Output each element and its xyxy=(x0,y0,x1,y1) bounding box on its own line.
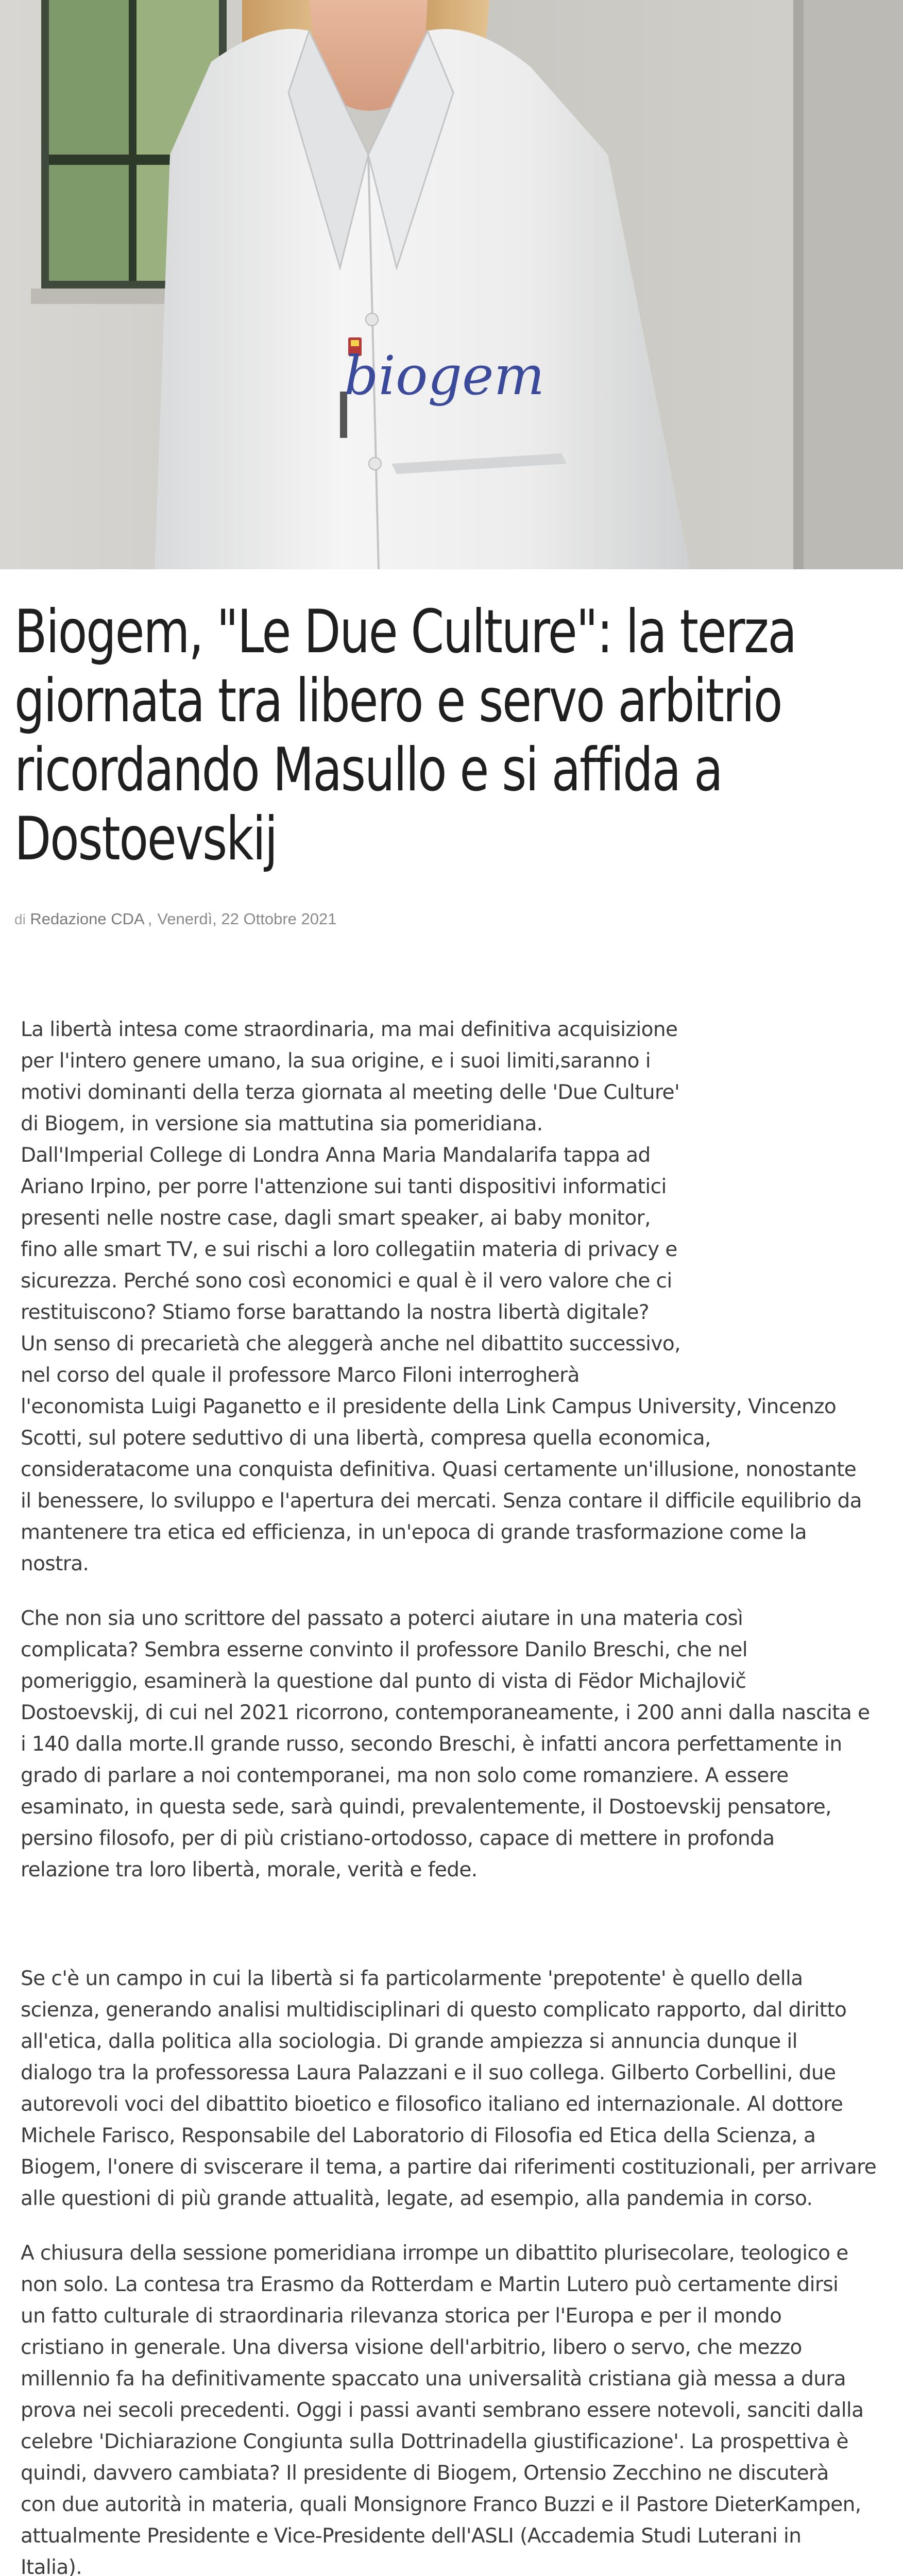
title-line: giornata tra libero e servo arbitrio xyxy=(14,666,782,736)
text-line: esaminato, in questa sede, sarà quindi, prevalentemente, il Dostoevskij pensatore, xyxy=(21,1795,831,1819)
text-line: cristiano in generale. Una diversa visione dell'arbitrio, libero o servo, che mezzo xyxy=(21,2336,802,2359)
text-line: di Biogem, in versione sia mattutina sia pomeridiana. xyxy=(21,1112,543,1136)
text-line: attualmente Presidente e Vice-Presidente dell'ASLI (Accademia Studi Luterani in xyxy=(21,2524,802,2548)
text-line: Che non sia uno scrittore del passato a poterci aiutare in una materia così xyxy=(21,1607,743,1630)
text-line: per l'intero genere umano, la sua origine, e i suoi limiti,saranno i xyxy=(21,1049,651,1073)
biogem-coat-logo xyxy=(344,337,544,407)
text-line: l'economista Luigi Paganetto e il presidente della Link Campus University, Vincenzo xyxy=(21,1395,837,1418)
text-line: Dostoevskij, di cui nel 2021 ricorrono, contemporaneamente, i 200 anni dalla nascita e xyxy=(21,1701,870,1724)
text-line: non solo. La contesa tra Erasmo da Rotterdam e Martin Lutero può certamente dirsi xyxy=(21,2273,839,2296)
text-line: con due autorità in materia, quali Monsignore Franco Buzzi e il Pastore DieterKampen, xyxy=(21,2493,861,2516)
text-line: millennio fa ha definitivamente spaccato una universalità cristiana già messa a dura xyxy=(21,2367,846,2391)
article-body xyxy=(21,1014,891,2576)
text-line: mantenere tra etica ed efficienza, in un'epoca di grande trasformazione come la xyxy=(21,1521,807,1544)
paragraph xyxy=(21,1603,891,1886)
text-line: restituiscono? Stiamo forse barattando la nostra libertà digitale? xyxy=(21,1301,649,1324)
text-line: relazione tra loro libertà, morale, verità e fede. xyxy=(21,1858,478,1882)
text-line: consideratacome una conquista definitiva. Quasi certamente un'illusione, nonostante xyxy=(21,1458,857,1481)
byline-separator: , xyxy=(147,910,152,928)
text-line: prova nei secoli precedenti. Oggi i passi avanti sembrano essere notevoli, sanciti dalla xyxy=(21,2399,864,2422)
paragraph xyxy=(21,1963,891,2214)
text-line: presenti nelle nostre case, dagli smart speaker, ai baby monitor, xyxy=(21,1207,651,1230)
text-line: scienza, generando analisi multidisciplinari di questo complicato rapporto, dal diritto xyxy=(21,1998,847,2022)
title-line: Biogem, "Le Due Culture": la terza xyxy=(14,597,796,667)
text-line: Se c'è un campo in cui la libertà si fa particolarmente 'prepotente' è quello della xyxy=(21,1967,803,1990)
text-line: Scotti, sul potere seduttivo di una libertà, compresa quella economica, xyxy=(21,1427,711,1450)
text-line: fino alle smart TV, e sui rischi a loro collegatiin materia di privacy e xyxy=(21,1238,677,1261)
text-line: La libertà intesa come straordinaria, ma mai definitiva acquisizione xyxy=(21,1018,678,1041)
text-line: grado di parlare a noi contemporanei, ma non solo come romanziere. A essere xyxy=(21,1764,789,1787)
text-line: Biogem, l'onere di sviscerare il tema, a partire dai riferimenti costituzionali, per arrivare xyxy=(21,2156,877,2179)
text-line: celebre 'Dichiarazione Congiunta sulla Dottrinadella giustificazione'. La prospettiva è xyxy=(21,2430,848,2453)
text-line: complicata? Sembra esserne convinto il professore Danilo Breschi, che nel xyxy=(21,1638,748,1662)
text-line: Ariano Irpino, per porre l'attenzione sui tanti dispositivi informatici xyxy=(21,1175,667,1198)
text-line: A chiusura della sessione pomeridiana irrompe un dibattito plurisecolare, teologico e xyxy=(21,2242,848,2265)
paragraph xyxy=(21,1014,891,1580)
text-line: autorevoli voci del dibattito bioetico e filosofico italiano ed internazionale. Al dottore xyxy=(21,2093,843,2116)
text-line: un fatto culturale di straordinaria rilevanza storica per l'Europa e per il mondo xyxy=(21,2304,782,2328)
hero-image xyxy=(0,0,903,569)
title-line: ricordando Masullo e si affida a xyxy=(14,735,722,805)
text-line: motivi dominanti della terza giornata al meeting delle 'Due Culture' xyxy=(21,1081,680,1104)
text-line: persino filosofo, per di più cristiano-ortodosso, capace di mettere in profonda xyxy=(21,1827,775,1850)
text-line: nostra. xyxy=(21,1552,89,1575)
text-line: i 140 dalla morte.Il grande russo, secondo Breschi, è infatti ancora perfettamente in xyxy=(21,1733,842,1756)
text-line: Italia). xyxy=(21,2556,82,2576)
text-line: quindi, davvero cambiata? Il presidente di Biogem, Ortensio Zecchino ne discuterà xyxy=(21,2462,829,2485)
publish-date: Venerdì, 22 Ottobre 2021 xyxy=(157,910,337,928)
text-line: dialogo tra la professoressa Laura Palazzani e il suo collega. Gilberto Corbellini, due xyxy=(21,2061,836,2084)
text-line: sicurezza. Perché sono così economici e qual è il vero valore che ci xyxy=(21,1269,672,1293)
article-title xyxy=(14,597,796,874)
title-line: Dostoevskij xyxy=(14,804,277,874)
text-line: alle questioni di più grande attualità, legate, ad esempio, alla pandemia in corso. xyxy=(21,2187,813,2210)
biogem-logo-text: biogem xyxy=(344,344,545,407)
text-line: Dall'Imperial College di Londra Anna Maria Mandalarifa tappa ad xyxy=(21,1144,651,1167)
text-line: all'etica, dalla politica alla sociologia. Di grande ampiezza si annuncia dunque il xyxy=(21,2030,797,2053)
text-line: Un senso di precarietà che aleggerà anche nel dibattito successivo, xyxy=(21,1332,680,1355)
text-line: nel corso del quale il professore Marco Filoni interrogherà xyxy=(21,1364,580,1387)
text-line: Michele Farisco, Responsabile del Laboratorio di Filosofia ed Etica della Scienza, a xyxy=(21,2124,816,2147)
author-link[interactable]: Redazione CDA xyxy=(30,910,145,928)
text-line: pomeriggio, esaminerà la questione dal punto di vista di Fëdor Michajlovič xyxy=(21,1670,746,1693)
article-byline xyxy=(14,910,337,928)
hero-photo-illustration xyxy=(0,0,903,569)
text-line: il benessere, lo sviluppo e l'apertura dei mercati. Senza contare il difficile equilibrio da xyxy=(21,1489,862,1513)
paragraph xyxy=(21,2238,891,2576)
byline-prefix: di xyxy=(14,911,26,927)
